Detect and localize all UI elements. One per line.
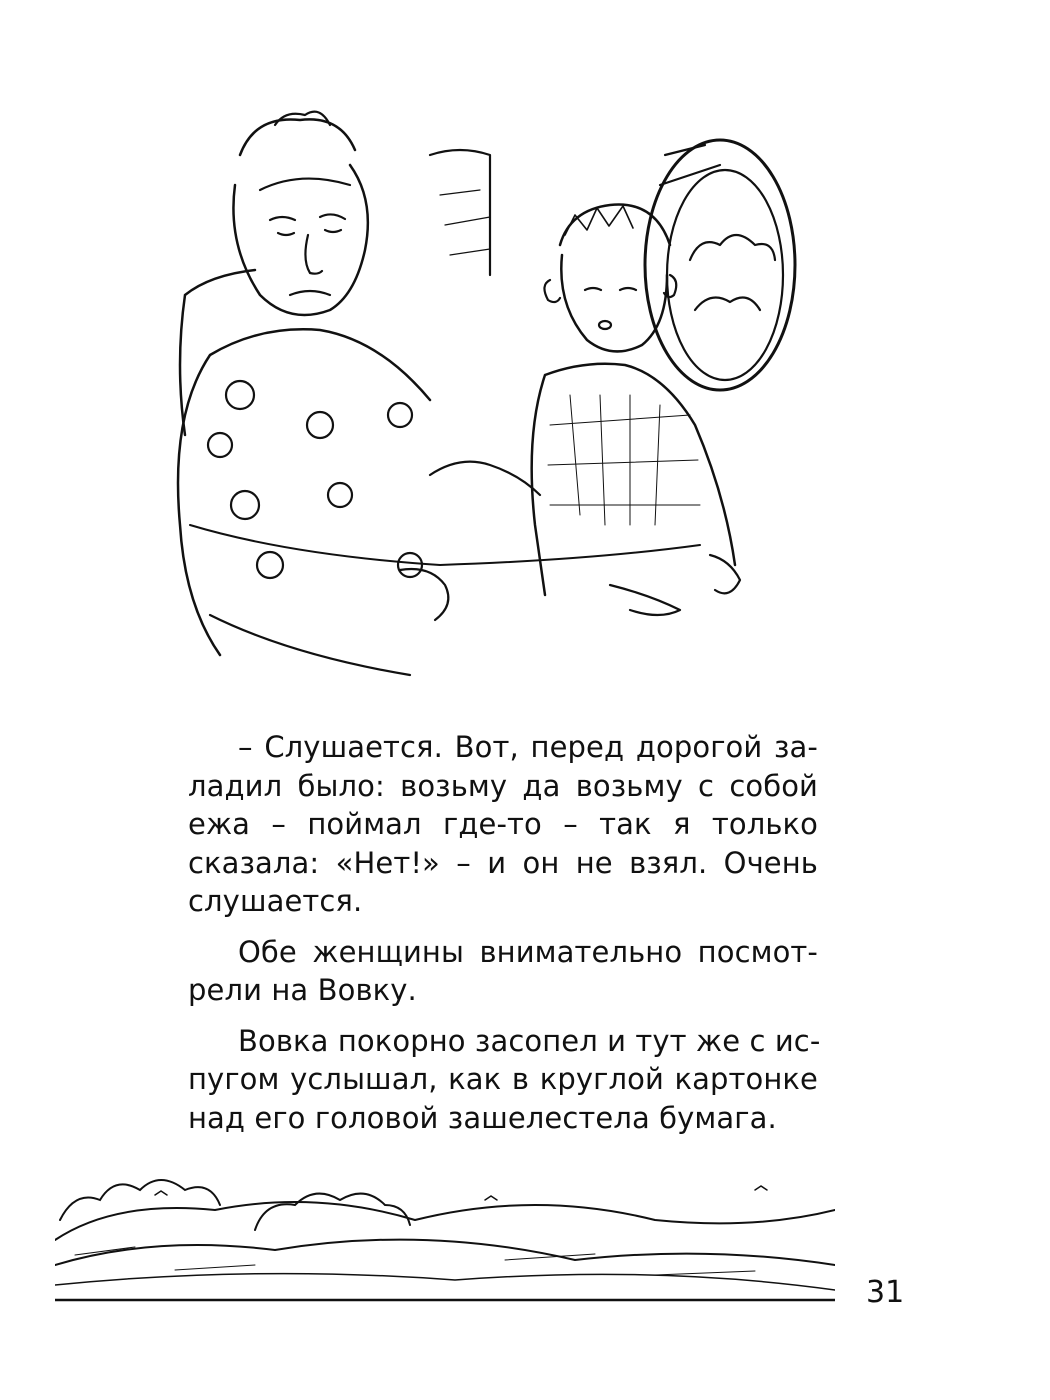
landscape-vignette-icon (55, 1170, 835, 1305)
text-line: Обе женщины внимательно посмот- (238, 934, 818, 969)
grandmother-figure (178, 112, 700, 675)
story-text (188, 728, 821, 1149)
text-line: рели на Вовку. (188, 973, 417, 1007)
text-line: ладил было: возьму да возьму с собой (188, 768, 818, 803)
train-window (645, 140, 795, 390)
text-line: – Слушается. Вот, перед дорогой за- (238, 730, 818, 764)
page-number: 31 (866, 1275, 905, 1310)
paragraph (188, 728, 818, 921)
paragraph (188, 1022, 821, 1138)
text-line: Вовка покорно засопел и тут же с ис- (238, 1023, 821, 1058)
text-line: слушается. (188, 884, 363, 918)
text-line: над его головой зашелестела бумага. (188, 1100, 777, 1135)
paragraph (188, 933, 818, 1010)
text-line: пугом услышал, как в круглой картонке (188, 1062, 818, 1096)
grandmother-and-boy-illustration (150, 95, 850, 705)
text-line: ежа – поймал где-то – так я только (188, 807, 818, 841)
text-line: сказала: «Нет!» – и он не взял. Очень (188, 845, 818, 880)
